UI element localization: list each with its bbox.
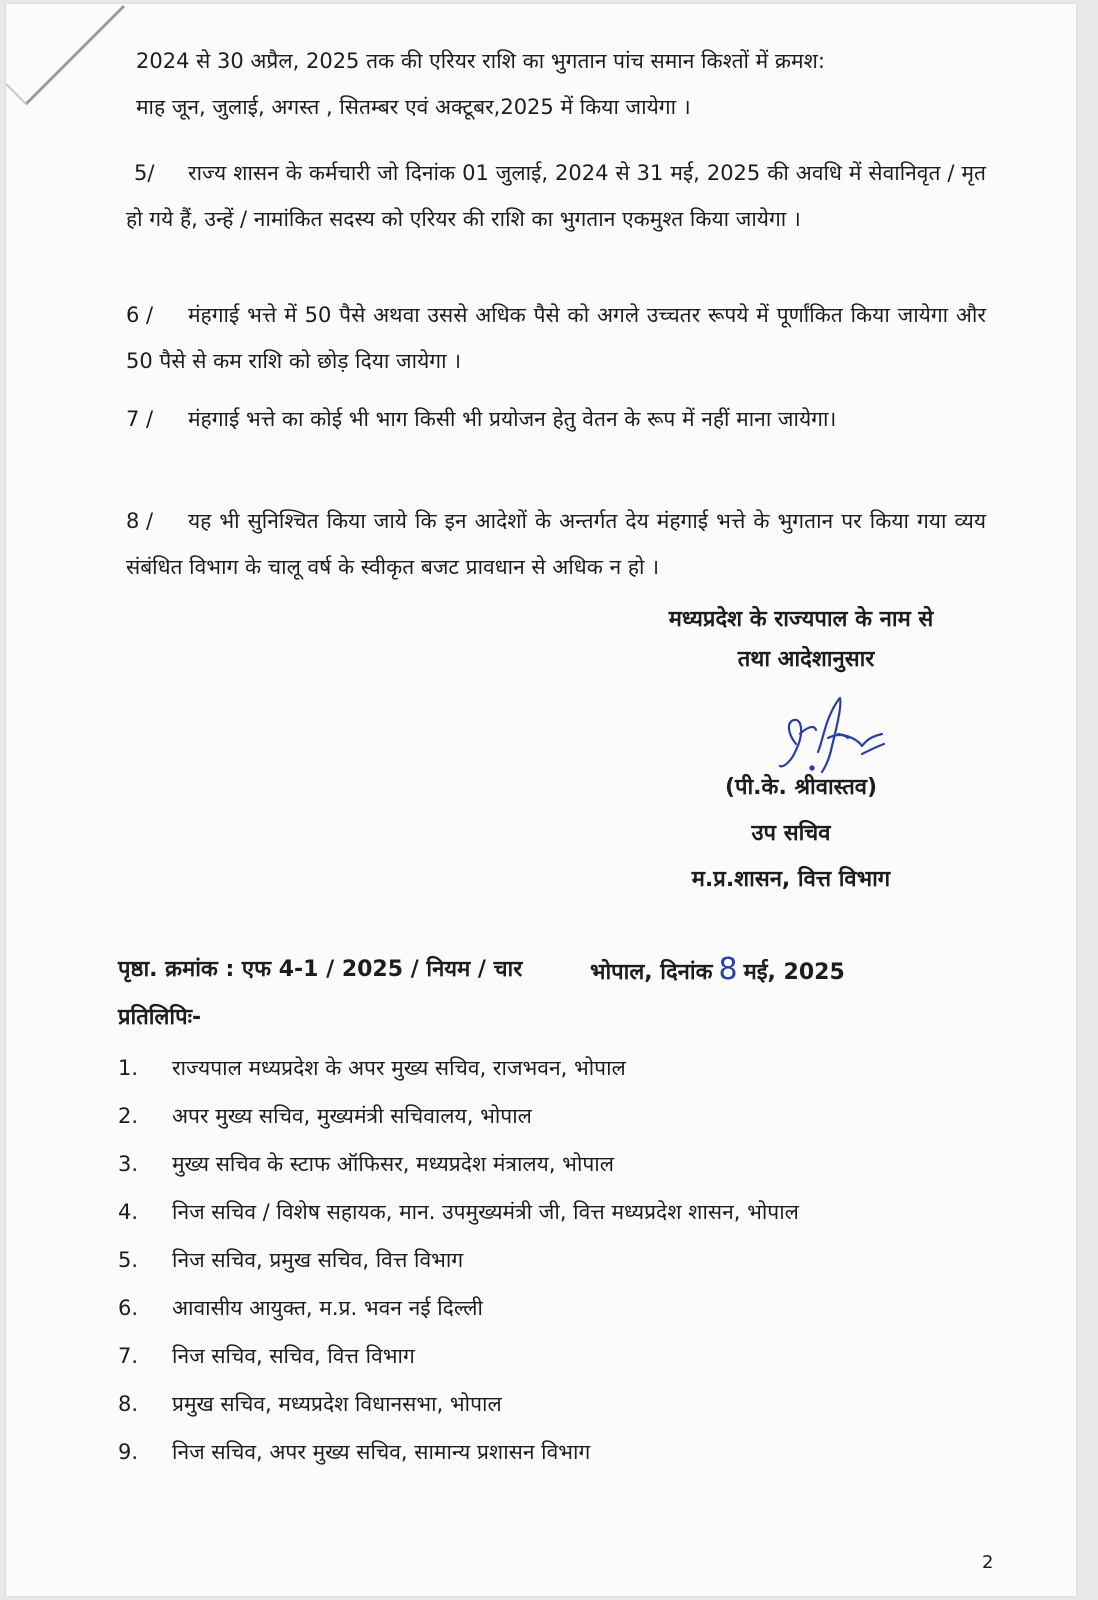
list-item-text: मुख्य सचिव के स्टाफ ऑफिसर, मध्यप्रदेश मंत्रालय, भोपाल — [172, 1152, 614, 1176]
signatory-department: म.प्र.शासन, वित्त विभाग — [691, 867, 891, 892]
list-item — [118, 1332, 998, 1380]
paragraph-6 — [126, 292, 986, 384]
handwritten-day: 8 — [718, 952, 738, 987]
paragraph-8-text: यह भी सुनिश्चित किया जाये कि इन आदेशों के अन्तर्गत देय मंहगाई भत्ते के भुगतान पर किया गया व्यय संबंधित विभाग के चालू वर्ष के स्वीकृत बजट प्रावधान से अधिक न हो । — [126, 509, 986, 579]
paragraph-4-continuation — [136, 38, 976, 130]
list-item-text: आवासीय आयुक्त, म.प्र. भवन नई दिल्ली — [172, 1296, 483, 1320]
authority-block — [566, 600, 1036, 680]
list-item-number: 1. — [118, 1056, 139, 1080]
paragraph-7 — [126, 396, 986, 442]
list-item-number: 8. — [118, 1392, 139, 1416]
copy-heading: प्रतिलिपिः- — [118, 1005, 202, 1030]
signatory-block — [546, 768, 1016, 900]
endorsement-reference-line — [118, 952, 1018, 988]
list-item-text: निज सचिव, सचिव, वित्त विभाग — [172, 1344, 415, 1368]
copy-recipient-list — [118, 1044, 998, 1476]
paragraph-4-line-1: 2024 से 30 अप्रैल, 2025 तक की एरियर राशि का भुगतान पांच समान किश्तों में क्रमश: — [136, 49, 825, 73]
list-item-number: 2. — [118, 1104, 139, 1128]
authority-line-1: मध्यप्रदेश के राज्यपाल के नाम से — [668, 607, 934, 632]
list-item-text: निज सचिव / विशेष सहायक, मान. उपमुख्यमंत्री जी, वित्त मध्यप्रदेश शासन, भोपाल — [172, 1200, 799, 1224]
list-item-text: निज सचिव, प्रमुख सचिव, वित्त विभाग — [172, 1248, 464, 1272]
list-item-text: अपर मुख्य सचिव, मुख्यमंत्री सचिवालय, भोपाल — [172, 1104, 532, 1128]
list-item-number: 6. — [118, 1296, 139, 1320]
signatory-name: (पी.के. श्रीवास्तव) — [724, 775, 878, 800]
signatory-designation: उप सचिव — [751, 821, 831, 846]
list-item-text: राज्यपाल मध्यप्रदेश के अपर मुख्य सचिव, राजभवन, भोपाल — [172, 1056, 626, 1080]
endorsement-place-date — [590, 952, 845, 991]
list-item — [118, 1044, 998, 1092]
page-number: 2 — [982, 1552, 994, 1573]
list-item-number: 5. — [118, 1248, 139, 1272]
list-item — [118, 1284, 998, 1332]
paragraph-5 — [126, 150, 986, 242]
authority-line-2: तथा आदेशानुसार — [737, 647, 875, 672]
list-item — [118, 1140, 998, 1188]
place-date-prefix: भोपाल, दिनांक — [590, 960, 713, 985]
list-item-number: 9. — [118, 1440, 139, 1464]
paragraph-5-text: राज्य शासन के कर्मचारी जो दिनांक 01 जुलाई, 2024 से 31 मई, 2025 की अवधि में सेवानिवृत / मृत हो गये हैं, उन्हें / नामांकित सदस्य को एरियर की राशि का भुगतान एकमुश्त किया जायेगा । — [126, 161, 986, 231]
list-item — [118, 1092, 998, 1140]
paragraph-7-text: मंहगाई भत्ते का कोई भी भाग किसी भी प्रयोजन हेतु वेतन के रूप में नहीं माना जायेगा। — [188, 407, 837, 431]
paragraph-8 — [126, 498, 986, 590]
paragraph-7-number: 7 / — [126, 407, 154, 431]
list-item — [118, 1188, 998, 1236]
paragraph-6-number: 6 / — [126, 303, 154, 327]
paragraph-6-text: मंहगाई भत्ते में 50 पैसे अथवा उससे अधिक पैसे को अगले उच्चतर रूपये में पूर्णांकित किया जायेगा और 50 पैसे से कम राशि को छोड़ दिया जायेगा । — [126, 303, 986, 373]
list-item — [118, 1236, 998, 1284]
paragraph-4-line-2: माह जून, जुलाई, अगस्त , सितम्बर एवं अक्टूबर,2025 में किया जायेगा । — [136, 95, 691, 119]
list-item-text: निज सचिव, अपर मुख्य सचिव, सामान्य प्रशासन विभाग — [172, 1440, 591, 1464]
paragraph-8-number: 8 / — [126, 509, 154, 533]
list-item-text: प्रमुख सचिव, मध्यप्रदेश विधानसभा, भोपाल — [172, 1392, 502, 1416]
list-item-number: 4. — [118, 1200, 139, 1224]
endorsement-reference-number: पृष्ठा. क्रमांक : एफ 4-1 / 2025 / नियम / चार — [118, 957, 523, 982]
list-item-number: 7. — [118, 1344, 139, 1368]
list-item — [118, 1380, 998, 1428]
document-page — [6, 4, 1076, 1596]
paragraph-5-number: 5/ — [134, 161, 155, 185]
list-item-number: 3. — [118, 1152, 139, 1176]
list-item — [118, 1428, 998, 1476]
date-suffix: मई, 2025 — [743, 960, 845, 985]
